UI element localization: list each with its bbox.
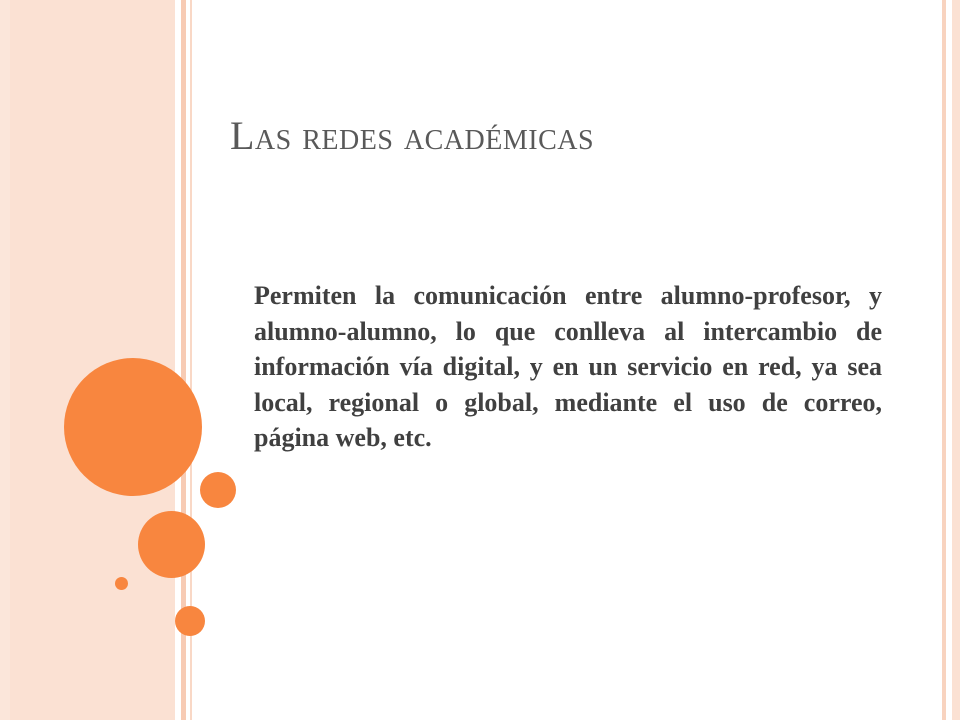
decorative-stripe bbox=[952, 0, 960, 720]
slide-body-text: Permiten la comunicación entre alumno-profesor, y alumno-alumno, lo que conlleva al intercambio de información vía digital, y en un servicio en red, ya sea local, regional o global, mediante el uso de correo, página web, etc. bbox=[254, 281, 882, 452]
decorative-circle-tiny bbox=[115, 577, 128, 590]
decorative-circle-small bbox=[200, 472, 236, 508]
decorative-circle-small bbox=[175, 606, 205, 636]
decorative-circle-medium bbox=[138, 511, 205, 578]
slide-title: Las redes académicas bbox=[230, 113, 595, 158]
decorative-circle-large bbox=[64, 358, 202, 496]
decorative-stripe bbox=[0, 0, 10, 720]
